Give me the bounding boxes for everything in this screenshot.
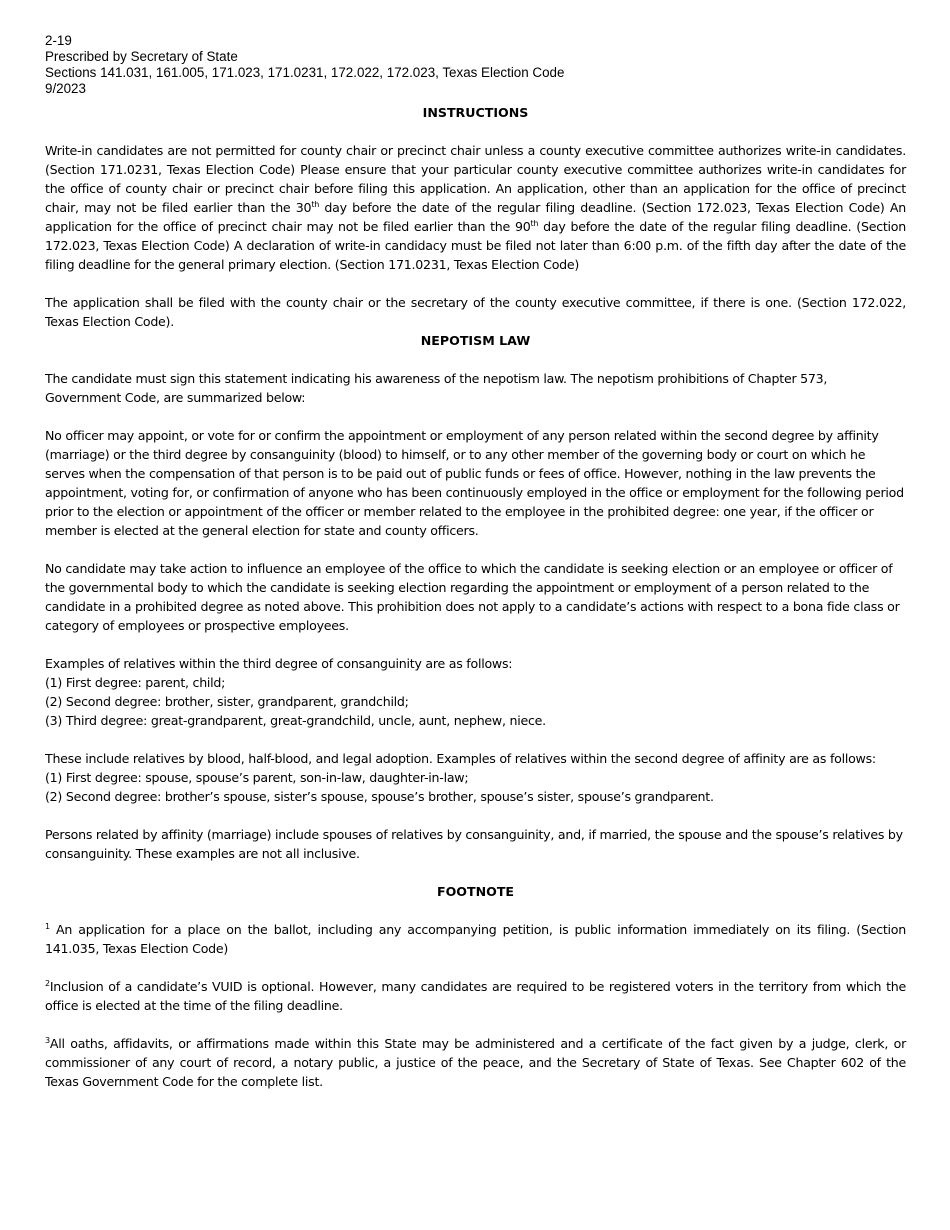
footnote-1 bbox=[45, 920, 906, 958]
prescribed-by: Prescribed by Secretary of State bbox=[45, 49, 238, 64]
list-item: (2) Second degree: brother’s spouse, sister’s spouse, spouse’s brother, spouse’s sister, spouse’s grandparent. bbox=[45, 789, 714, 804]
list-item: (1) First degree: parent, child; bbox=[45, 675, 226, 690]
footnote-text: All oaths, affidavits, or affirmations made within this State may be administered and a certificate of the fact given by a judge, clerk, or commissioner of any court of record, a notary public, a justice of the peace, and the Secretary of State of Texas. See Chapter 602 of the Texas Government Code for the complete list. bbox=[45, 1036, 906, 1089]
footnote-heading: FOOTNOTE bbox=[436, 884, 515, 899]
consanguinity-examples bbox=[45, 654, 906, 730]
form-header bbox=[45, 33, 906, 97]
list-item: (1) First degree: spouse, spouse’s parent, son-in-law, daughter-in-law; bbox=[45, 770, 469, 785]
list-item: (3) Third degree: great-grandparent, great-grandchild, uncle, aunt, nephew, niece. bbox=[45, 713, 546, 728]
list-item: (2) Second degree: brother, sister, grandparent, grandchild; bbox=[45, 694, 409, 709]
nepotism-paragraph-2: No officer may appoint, or vote for or confirm the appointment or employment of any person related within the second degree by affinity (marriage) or the third degree by consanguinity (blood) to himself, or to any other member of the governing body or court on which he serves when the compensation of that person is to be paid out of public funds or fees of office. However, nothing in the law prevents the appointment, voting for, or confirmation of anyone who has been continuously employed in the office or employment for the following period prior to the election or appointment of the officer or member related to the employee in the prohibited degree: one year, if the officer or member is elected at the general election for state and county officers. bbox=[45, 428, 904, 538]
instructions-paragraph-1 bbox=[45, 141, 906, 274]
instructions-heading: INSTRUCTIONS bbox=[422, 105, 529, 120]
footnote-marker: 3 bbox=[45, 1036, 50, 1045]
instructions-text-part-1: Write-in candidates are not permitted for county chair or precinct chair unless a county executive committee authorizes write-in candidates. (Section 171.0231, Texas Election Code) Please ensure that your particular county executive committee authorizes write-in candidates for the office of county chair or precinct chair before filing this application. An application, other than an application for the office of precinct chair, may not be filed earlier than the 30 bbox=[45, 143, 906, 215]
ordinal-suffix: th bbox=[311, 200, 320, 209]
nepotism-paragraph-3: No candidate may take action to influence an employee of the office to which the candidate is seeking election or an employee or officer of the governmental body to which the candidate is seeking election regarding the appointment or employment of a person related to the candidate in a prohibited degree as noted above. This prohibition does not apply to a candidate’s actions with respect to a bona fide class or category of employees or prospective employees. bbox=[45, 561, 900, 633]
affinity-intro: These include relatives by blood, half-blood, and legal adoption. Examples of relatives within the second degree of affinity are as follows: bbox=[45, 751, 876, 766]
consanguinity-intro: Examples of relatives within the third degree of consanguinity are as follows: bbox=[45, 656, 513, 671]
footnote-2 bbox=[45, 977, 906, 1015]
form-number: 2-19 bbox=[45, 33, 72, 48]
footnote-text: Inclusion of a candidate’s VUID is optional. However, many candidates are required to be registered voters in the territory from which the office is elected at the time of the filing deadline. bbox=[45, 979, 906, 1013]
footnote-3 bbox=[45, 1034, 906, 1091]
footnote-marker: 2 bbox=[45, 979, 50, 988]
nepotism-paragraph-last: Persons related by affinity (marriage) include spouses of relatives by consanguinity, and, if married, the spouse and the spouse’s relatives by consanguinity. These examples are not all inclusive. bbox=[45, 827, 903, 861]
affinity-examples bbox=[45, 749, 906, 806]
form-date: 9/2023 bbox=[45, 81, 86, 96]
nepotism-heading: NEPOTISM LAW bbox=[420, 333, 531, 348]
footnote-marker: 1 bbox=[45, 922, 50, 931]
nepotism-paragraph-1: The candidate must sign this statement indicating his awareness of the nepotism law. The nepotism prohibitions of Chapter 573, Government Code, are summarized below: bbox=[45, 371, 828, 405]
document-page bbox=[45, 33, 906, 1091]
instructions-text-part-3: day before the date of the regular filing deadline. (Section 172.023, Texas Election Code) A declaration of write-in candidacy must be filed not later than 6:00 p.m. of the fifth day after the date of the filing deadline for the general primary election. (Section 171.0231, Texas Election Code) bbox=[45, 219, 906, 272]
ordinal-suffix: th bbox=[530, 219, 539, 228]
instructions-text-part-2: day before the date of the regular filing deadline. (Section 172.023, Texas Election Code) An application for the office of precinct chair may not be filed earlier than the 90 bbox=[45, 200, 906, 234]
footnote-text: An application for a place on the ballot, including any accompanying petition, is public information immediately on its filing. (Section 141.035, Texas Election Code) bbox=[45, 922, 906, 956]
statute-sections: Sections 141.031, 161.005, 171.023, 171.0231, 172.022, 172.023, Texas Election Code bbox=[45, 65, 565, 80]
instructions-paragraph-2: The application shall be filed with the county chair or the secretary of the county executive committee, if there is one. (Section 172.022, Texas Election Code). bbox=[45, 295, 906, 329]
